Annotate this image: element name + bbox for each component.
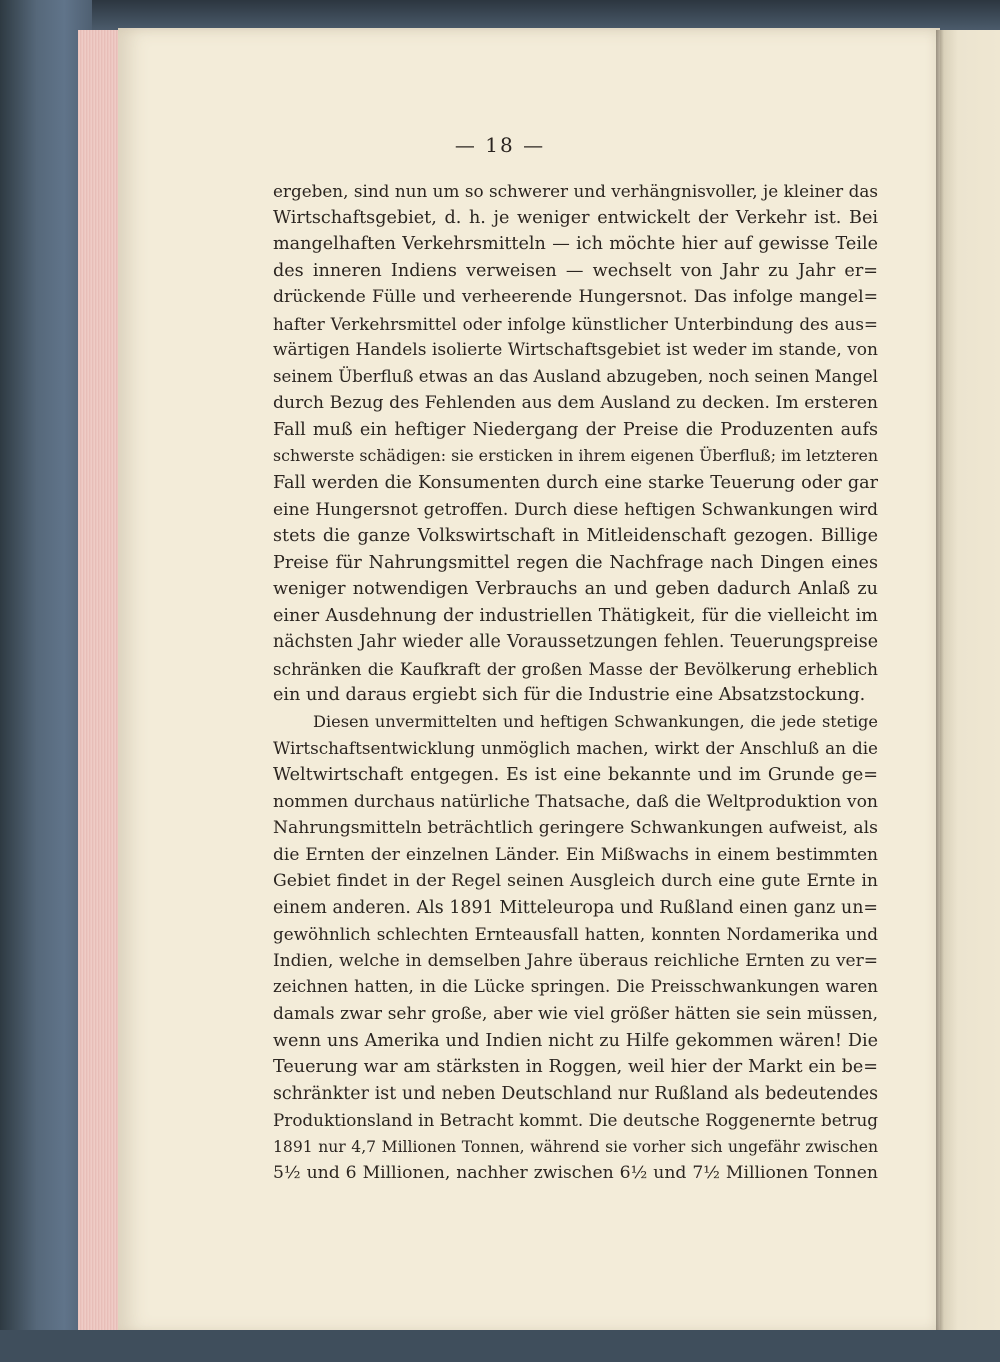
text-line: einem anderen. Als 1891 Mitteleuropa und Rußland einen ganz un=: [273, 897, 878, 918]
text-line: die Ernten der einzelnen Länder. Ein Mißwachs in einem bestimmten: [273, 844, 878, 865]
text-line: nächsten Jahr wieder alle Voraussetzungen fehlen. Teuerungspreise: [273, 632, 878, 653]
text-line: seinem Überfluß etwas an das Ausland abzugeben, noch seinen Mangel: [273, 366, 878, 386]
text-line: Wirtschaftsgebiet, d. h. je weniger entwickelt der Verkehr ist. Bei: [273, 207, 878, 228]
text-line: drückende Fülle und verheerende Hungersnot. Das infolge mangel=: [273, 287, 878, 308]
text-line: des inneren Indiens verweisen — wechselt von Jahr zu Jahr er=: [273, 260, 878, 281]
page-number: — 18 —: [454, 133, 546, 157]
text-line: nommen durchaus natürliche Thatsache, daß die Weltproduktion von: [273, 791, 878, 812]
text-line: ein und daraus ergiebt sich für die Industrie eine Absatzstockung.: [273, 685, 866, 706]
text-line: Wirtschaftsentwicklung unmöglich machen, wirkt der Anschluß an die: [273, 738, 878, 759]
gutter-shadow: [936, 30, 944, 1360]
text-line: weniger notwendigen Verbrauchs an und geben dadurch Anlaß zu: [273, 579, 878, 600]
text-line: stets die ganze Volkswirtschaft in Mitleidenschaft gezogen. Billige: [273, 526, 878, 547]
text-line: hafter Verkehrsmittel oder infolge künstlicher Unterbindung des aus=: [273, 313, 878, 334]
text-line: eine Hungersnot getroffen. Durch diese heftigen Schwankungen wird: [273, 499, 878, 520]
text-line-paragraph-start: Diesen unvermittelten und heftigen Schwankungen, die jede stetige: [313, 711, 878, 731]
text-line: 1891 nur 4,7 Millionen Tonnen, während sie vorher sich ungefähr zwischen: [273, 1137, 878, 1156]
book-cover-top: [0, 0, 1000, 30]
text-line: Weltwirtschaft entgegen. Es ist eine bekannte und im Grunde ge=: [273, 765, 878, 786]
page-edges: [78, 30, 120, 1330]
text-line: wenn uns Amerika und Indien nicht zu Hilfe gekommen wären! Die: [273, 1030, 878, 1051]
text-line: Nahrungsmitteln beträchtlich geringere Schwankungen aufweist, als: [273, 818, 878, 839]
text-line: gewöhnlich schlechten Ernteausfall hatten, konnten Nordamerika und: [273, 924, 878, 945]
text-line: Teuerung war am stärksten in Roggen, weil hier der Markt ein be=: [273, 1057, 878, 1078]
text-line: durch Bezug des Fehlenden aus dem Ausland zu decken. Im ersteren: [273, 393, 878, 414]
text-line: ergeben, sind nun um so schwerer und verhängnisvoller, je kleiner das: [273, 181, 878, 201]
text-line: einer Ausdehnung der industriellen Thätigkeit, für die vielleicht im: [273, 605, 878, 626]
text-line: Gebiet findet in der Regel seinen Ausgleich durch eine gute Ernte in: [273, 871, 878, 892]
text-line: Fall werden die Konsumenten durch eine starke Teuerung oder gar: [273, 473, 878, 494]
text-line: Produktionsland in Betracht kommt. Die deutsche Roggenernte betrug: [273, 1110, 878, 1131]
scan-background-bottom: [0, 1330, 1000, 1362]
text-line: 5½ und 6 Millionen, nachher zwischen 6½ und 7½ Millionen Tonnen: [273, 1163, 878, 1184]
text-line: schwerste schädigen: sie ersticken in ihrem eigenen Überfluß; im letzteren: [273, 446, 878, 466]
text-line: Indien, welche in demselben Jahre überaus reichliche Ernten zu ver=: [273, 950, 878, 971]
text-line: damals zwar sehr große, aber wie viel größer hätten sie sein müssen,: [273, 1003, 878, 1024]
text-line: mangelhaften Verkehrsmitteln — ich möchte hier auf gewisse Teile: [273, 234, 878, 255]
next-page-edge: [940, 30, 1000, 1360]
text-line: Preise für Nahrungsmittel regen die Nachfrage nach Dingen eines: [273, 552, 878, 573]
body-text: [273, 178, 878, 1187]
text-line: zeichnen hatten, in die Lücke springen. Die Preisschwankungen waren: [273, 977, 878, 997]
text-line: schränkter ist und neben Deutschland nur Rußland als bedeutendes: [273, 1083, 878, 1104]
text-line: schränken die Kaufkraft der großen Masse der Bevölkerung erheblich: [273, 658, 878, 679]
text-line: wärtigen Handels isolierte Wirtschaftsgebiet ist weder im stande, von: [273, 340, 878, 361]
text-line: Fall muß ein heftiger Niedergang der Preise die Produzenten aufs: [273, 419, 878, 440]
